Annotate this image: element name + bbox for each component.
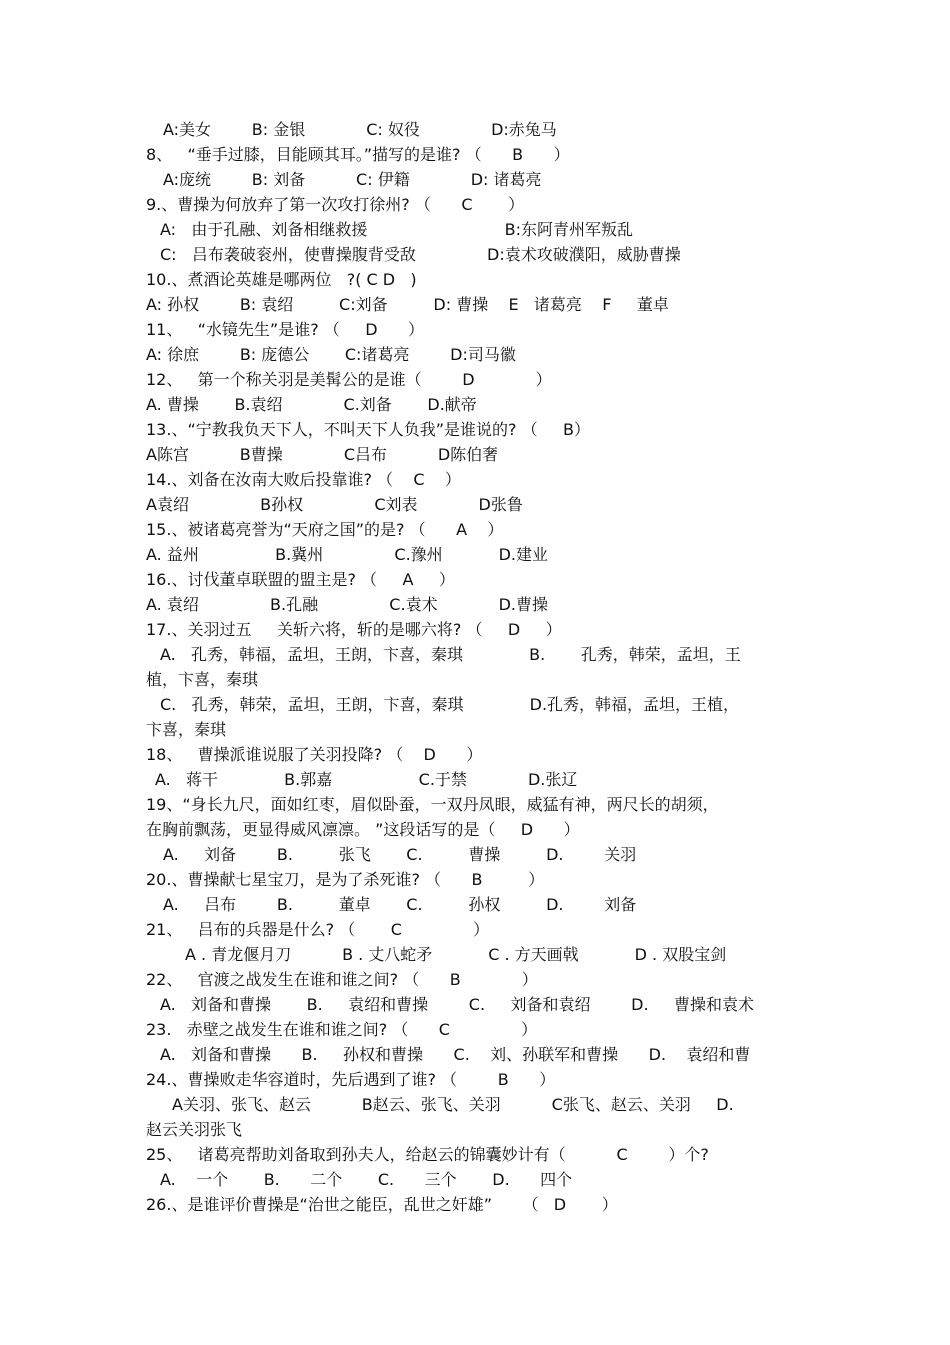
text-line-option-row: A. 孔秀，韩福，孟坦，王朗，卞喜，秦琪 B. 孔秀，韩荣，孟坦，王 bbox=[160, 645, 741, 664]
text-line-option-continuation: 植，卞喜，秦琪 bbox=[146, 670, 259, 689]
text-line-option-row: A: 由于孔融、刘备相继救援 B:东阿青州军叛乱 bbox=[160, 220, 634, 239]
text-line-option-row: A. 袁绍 B.孔融 C.袁术 D.曹操 bbox=[146, 595, 549, 614]
text-line-option-row: A: 孙权 B: 袁绍 C:刘备 D: 曹操 E 诸葛亮 F 董卓 bbox=[146, 295, 669, 314]
text-line-question-26: 26.、是谁评价曹操是“治世之能臣，乱世之奸雄” （ D ） bbox=[146, 1195, 618, 1214]
text-line-question-18: 18、 曹操派谁说服了关羽投降? （ D ） bbox=[146, 745, 483, 764]
text-line-option-row: A . 青龙偃月刀 B . 丈八蛇矛 C . 方天画戟 D . 双股宝剑 bbox=[185, 945, 727, 964]
text-line-option-row: A. 蒋干 B.郭嘉 C.于禁 D.张辽 bbox=[155, 770, 578, 789]
text-line-question-21: 21、 吕布的兵器是什么? （ C ） bbox=[146, 920, 490, 939]
text-line-option-row: C. 孔秀，韩荣，孟坦，王朗，卞喜，秦琪 D.孔秀，韩福，孟坦，王植， bbox=[160, 695, 740, 714]
text-line-option-row: A. 刘备和曹操 B. 袁绍和曹操 C. 刘备和袁绍 D. 曹操和袁术 bbox=[160, 995, 755, 1014]
text-line-option-row: A关羽、张飞、赵云 B赵云、张飞、关羽 C张飞、赵云、关羽 D. bbox=[172, 1095, 734, 1114]
text-line-question-10: 10.、煮酒论英雄是哪两位 ?( C D ) bbox=[146, 270, 417, 289]
text-line-question-20: 20.、曹操献七星宝刀，是为了杀死谁? （ B ） bbox=[146, 870, 545, 889]
text-line-question-8: 8、 “垂手过膝，目能顾其耳。”描写的是谁? （ B ） bbox=[146, 145, 570, 164]
text-line-question-9: 9.、曹操为何放弃了第一次攻打徐州? （ C ） bbox=[146, 195, 525, 214]
text-line-option-row: A. 一个 B. 二个 C. 三个 D. 四个 bbox=[160, 1170, 573, 1189]
text-line-question-continuation: 在胸前飘荡，更显得威风凛凛。 ”这段话写的是（ D ） bbox=[146, 820, 580, 839]
text-line-option-continuation: 卞喜，秦琪 bbox=[146, 720, 227, 739]
text-line-question-17: 17.、关羽过五 关斩六将，斩的是哪六将? （ D ） bbox=[146, 620, 562, 639]
text-line-option-row: A袁绍 B孙权 C刘表 D张鲁 bbox=[146, 495, 523, 514]
text-line-option-row: A. 刘备和曹操 B. 孙权和曹操 C. 刘、孙联军和曹操 D. 袁绍和曹 bbox=[160, 1045, 751, 1064]
text-line-option-row: A陈宫 B曹操 C吕布 D陈伯奢 bbox=[146, 445, 499, 464]
text-line-option-row: A. 吕布 B. 董卓 C. 孙权 D. 刘备 bbox=[163, 895, 637, 914]
text-line-question-24: 24.、曹操败走华容道时，先后遇到了谁? （ B ） bbox=[146, 1070, 556, 1089]
text-line-question-22: 22、 官渡之战发生在谁和谁之间? （ B ） bbox=[146, 970, 538, 989]
text-line-question-11: 11、 “水镜先生”是谁? （ D ） bbox=[146, 320, 425, 339]
text-line-option-row: A:庞统 B: 刘备 C: 伊籍 D: 诸葛亮 bbox=[163, 170, 542, 189]
text-line-question-12: 12、 第一个称关羽是美髯公的是谁（ D ） bbox=[146, 370, 552, 389]
text-line-option-row: C: 吕布袭破衮州，使曹操腹背受敌 D:袁术攻破濮阳，威胁曹操 bbox=[160, 245, 681, 264]
text-line-question-19: 19、“身长九尺，面如红枣，眉似卧蚕，一双丹凤眼，威猛有神，两尺长的胡须， bbox=[146, 795, 719, 814]
text-line-option-row: A. 曹操 B.袁绍 C.刘备 D.献帝 bbox=[146, 395, 477, 414]
text-line-question-15: 15.、被诸葛亮誉为“天府之国”的是? （ A ） bbox=[146, 520, 504, 539]
text-line-question-25: 25、 诸葛亮帮助刘备取到孙夫人，给赵云的锦囊妙计有（ C ）个? bbox=[146, 1145, 709, 1164]
text-line-option-row: A. 益州 B.冀州 C.豫州 D.建业 bbox=[146, 545, 549, 564]
text-line-option-row: A:美女 B: 金银 C: 奴役 D:赤兔马 bbox=[163, 120, 557, 139]
text-line-question-16: 16.、讨伐董卓联盟的盟主是? （ A ） bbox=[146, 570, 455, 589]
text-line-option-row: A: 徐庶 B: 庞德公 C:诸葛亮 D:司马徽 bbox=[146, 345, 516, 364]
text-line-question-14: 14.、刘备在汝南大败后投靠谁? （ C ） bbox=[146, 470, 461, 489]
text-line-option-continuation: 赵云关羽张飞 bbox=[146, 1120, 243, 1139]
text-line-question-23: 23. 赤壁之战发生在谁和谁之间? （ C ） bbox=[146, 1020, 538, 1039]
text-line-question-13: 13.、“宁教我负天下人，不叫天下人负我”是谁说的? （ B） bbox=[146, 420, 591, 439]
text-line-option-row: A. 刘备 B. 张飞 C. 曹操 D. 关羽 bbox=[163, 845, 637, 864]
